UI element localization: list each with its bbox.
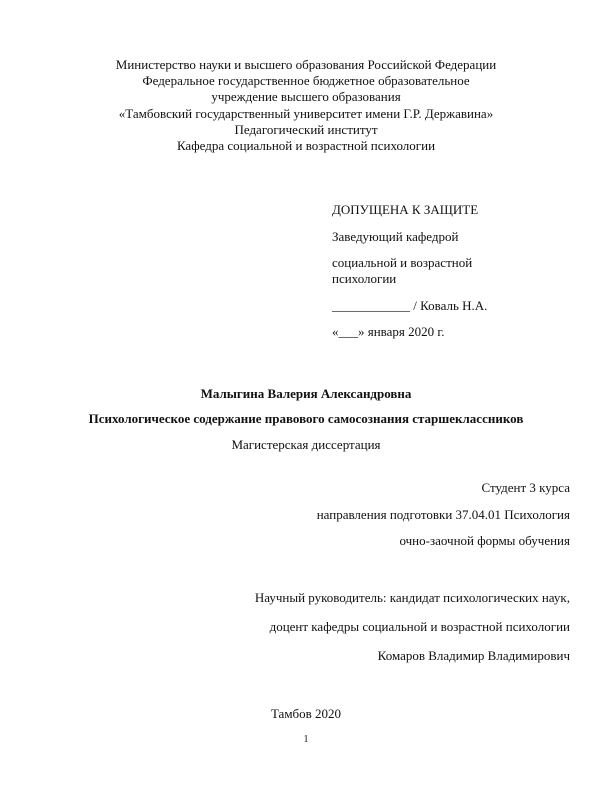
department-name: Кафедра социальной и возрастной психологии xyxy=(176,138,436,153)
work-type: Магистерская диссертация xyxy=(231,437,381,452)
university-name: «Тамбовский государственный университет имени Г.Р. Державина» xyxy=(118,106,494,121)
approval-title: ДОПУЩЕНА К ЗАЩИТЕ xyxy=(332,202,479,217)
ministry-line: Министерство науки и высшего образования Российской Федерации xyxy=(115,57,497,72)
student-study-form: очно-заочной формы обучения xyxy=(399,533,570,548)
approval-head-of-dept: Заведующий кафедрой xyxy=(332,229,459,244)
approval-date: «___» января 2020 г. xyxy=(332,324,445,339)
city-year: Тамбов 2020 xyxy=(270,706,342,721)
institution-type-line-2: учреждение высшего образования xyxy=(211,89,401,104)
approval-signature: ____________ / Коваль Н.А. xyxy=(332,298,488,313)
student-year: Студент 3 курса xyxy=(481,480,570,495)
institution-type-line: Федеральное государственное бюджетное образовательное xyxy=(142,73,470,88)
supervisor-degree: Научный руководитель: кандидат психологических наук, xyxy=(254,590,570,605)
approval-dept-line-2: психологии xyxy=(332,271,397,286)
supervisor-position: доцент кафедры социальной и возрастной психологии xyxy=(269,619,570,634)
thesis-title: Психологическое содержание правового самосознания старшеклассников xyxy=(88,411,524,426)
supervisor-name: Комаров Владимир Владимирович xyxy=(377,648,570,663)
student-program: направления подготовки 37.04.01 Психология xyxy=(316,507,570,522)
institute-name: Педагогический институт xyxy=(234,122,378,137)
author-name: Малыгина Валерия Александровна xyxy=(200,386,412,401)
page-number: 1 xyxy=(303,734,309,745)
approval-dept-line: социальной и возрастной xyxy=(332,255,473,270)
